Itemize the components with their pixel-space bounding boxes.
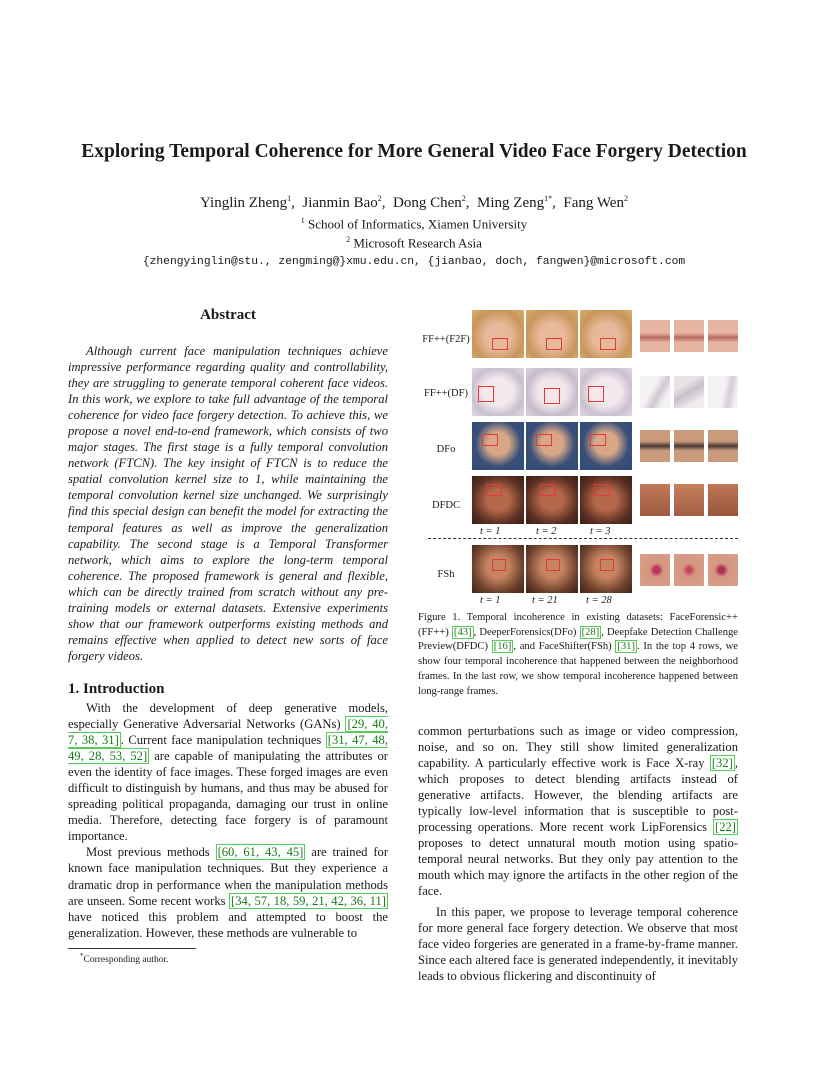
mouth-crop [640,320,670,352]
video-frame [472,310,524,358]
video-frame [472,476,524,524]
introduction-body [68,700,388,941]
forehead-crop [708,554,738,586]
abstract-body [68,343,388,664]
forehead-crop [640,554,670,586]
mouth-crop [674,320,704,352]
video-frame [472,545,524,593]
citation-link[interactable]: [31, 47, 48, 49, 28, 53, 52] [68,733,388,764]
video-frame [580,545,632,593]
citation-link[interactable]: [16] [493,641,512,653]
abstract-text: Although current face manipulation techniques achieve impressive performance regarding quality and controllability, they are struggling to generate temporal coherent face videos. In this work, we explore to take full advantage of the temporal coherence for video face forgery detection. To achieve this, we propose a novel end-to-end framework, which consists of two major stages. The first stage is a fully temporal convolution network (FTCN). The key insight of FTCN is to reduce the spatial convolution kernel size to 1, while maintaining the temporal convolution kernel size unchanged. We surprisingly find this special design can benefit the model for extracting the temporal features as well as improve the generalization capability. The second stage is a Temporal Transformer network, which aims to explore the long-term temporal coherence. The proposed framework is general and flexible, which can be directly trained from scratch without any pre-training models or external datasets. Extensive experiments show that our framework outperforms existing methods and remains effective when applied to detect new sorts of face forgery videos. [68,344,388,663]
eye-crop [708,430,738,462]
video-frame [526,422,578,470]
row-label: DFDC [431,500,460,511]
section-heading-introduction: 1. Introduction [68,681,165,697]
mouth-crop [708,320,738,352]
citation-link[interactable]: [34, 57, 18, 59, 21, 42, 36, 11] [231,893,387,908]
author-list: Yinglin Zheng$^1$, Jianmin Bao$^2$, Dong Chen$^2$, Ming Zeng$^{1*}$, Fang Wen$^2$ [200,194,628,211]
video-frame [526,310,578,358]
row-label: FF++(F2F) [422,334,470,345]
forehead-crop [674,554,704,586]
citation-link[interactable]: [60, 61, 43, 45] [217,845,304,860]
cheek-crop [674,376,704,408]
video-frame [472,422,524,470]
author-emails: {zhengyinglin@stu., zengming@}xmu.edu.cn, {jianbao, doch, fangwen}@microsoft.com [142,256,686,268]
time-label: t = 28 [586,595,612,606]
time-label: t = 3 [590,526,611,537]
paper-title: Exploring Temporal Coherence for More General Video Face Forgery Detection [81,141,747,162]
author: Fang Wen$^2$ [563,194,628,211]
cheek-crop [708,376,738,408]
time-label: t = 1 [480,595,501,606]
cheek-crop [640,376,670,408]
author: Jianmin Bao$^2$ [302,194,382,211]
skin-crop [674,484,704,516]
author: Ming Zeng$^{1*}$ [477,194,553,211]
paragraph: In this paper, we propose to leverage temporal coherence for more general face forgery detection. We observe that most face video forgeries are generated in a frame-by-frame manner. Since each altered face is generated independently, it inevitably leads to obvious flickering and discontinuity of [418,904,738,983]
citation-link[interactable]: [43] [453,626,472,638]
row-label: DFo [436,444,456,455]
author: Yinglin Zheng$^1$ [200,194,292,211]
dashed-separator [428,538,738,539]
video-frame [472,368,524,416]
affiliation-2: $^2$ Microsoft Research Asia [346,235,482,251]
author: Dong Chen$^2$ [393,194,466,211]
footnote: *Corresponding author. [80,952,169,966]
video-frame [526,368,578,416]
video-frame [526,545,578,593]
eye-crop [674,430,704,462]
footnote-rule [68,948,196,949]
time-label: t = 2 [536,526,557,537]
skin-crop [640,484,670,516]
affiliation-1: $^1$ School of Informatics, Xiamen University [300,216,528,232]
figure-1 [418,310,738,610]
citation-link[interactable]: [31] [617,641,636,653]
right-column-body [418,723,738,984]
eye-crop [640,430,670,462]
paragraph: Most previous methods [60, 61, 43, 45] are trained for known face manipulation techniques. But they experience a dramatic drop in performance when the manipulation methods are unseen. Some recent works [34, 57, 18, 59, 21, 42, 36, 11] have noticed this problem and attempted to boost the generalization. However, these methods are vulnerable to [68,845,389,940]
time-label: t = 21 [532,595,558,606]
row-label: FF++(DF) [424,388,468,399]
video-frame [526,476,578,524]
citation-link[interactable]: [28] [581,626,600,638]
video-frame [580,476,632,524]
skin-crop [708,484,738,516]
citation-link[interactable]: [32] [711,756,733,771]
video-frame [580,368,632,416]
citation-link[interactable]: [22] [715,820,736,835]
time-label: t = 1 [480,526,501,537]
citation-link[interactable]: [29, 40, 7, 38, 31] [68,717,389,748]
paragraph: common perturbations such as image or video compression, noise, and so on. They still show limited generalization capability. A particularly effective work is Face X-ray [32] , which proposes to detect blending artifacts instead of generative artifacts. However, the blending artifacts are typically low-level information that is susceptible to post-processing operations. More recent work LipForensics [22] proposes to detect unnatural mouth motion using spatio-temporal neural networks. But they only pay attention to the mouth which may ignore the artifacts in the other region of the face. [418,724,738,899]
abstract-heading: Abstract [200,307,256,323]
video-frame [580,422,632,470]
row-label: FSh [437,569,455,580]
figure-caption: Figure 1. Temporal incoherence in existing datasets: FaceForensic++(FF++) [43] , DeeperForensics(DFo) [28] , Deepfake Detection Challenge Preview(DFDC) [16] , and FaceShifter(FSh) [31] . In the top 4 rows, we show four temporal incoherence that happened between the neighborhood frames. In the last row, we show temporal incoherence happened between long-range frames. [418,612,738,697]
paragraph: With the development of deep generative models, especially Generative Adversarial Networks (GANs) [29, 40, 7, 38, 31] . Current face manipulation techniques [31, 47, 48, 49, 28, 53, 52] are capable of manipulating the attributes or even the identity of face images. These forged images are even difficult to distinguish by humans, and thus may be abused for spreading political propaganda, damaging our trust in online media. Therefore, detecting face forgery is of paramount importance. [68,701,389,844]
video-frame [580,310,632,358]
